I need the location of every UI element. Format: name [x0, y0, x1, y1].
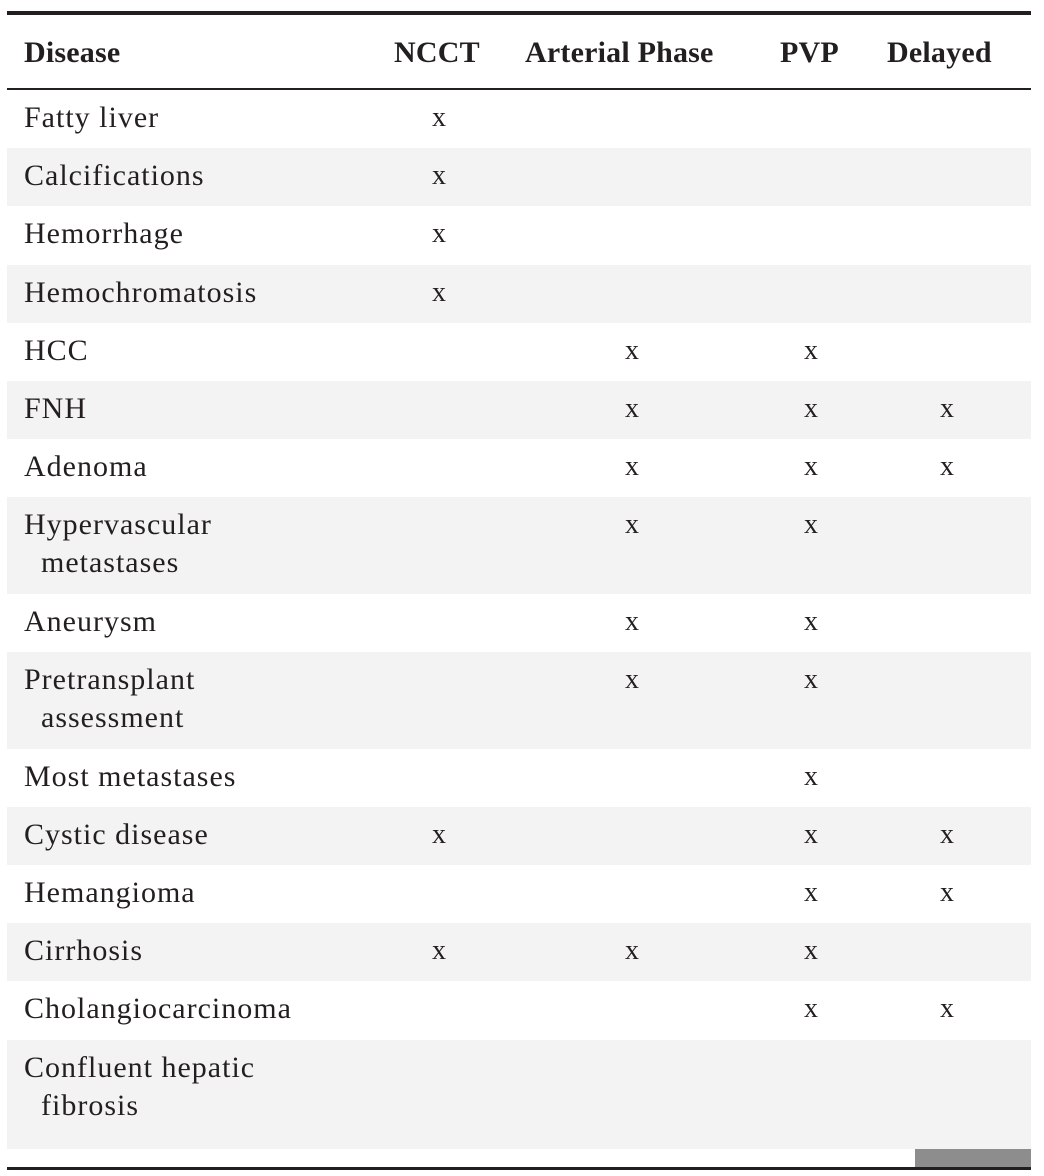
table-row [7, 981, 1031, 1039]
table-row [7, 749, 1031, 807]
disease-name-line: Hemochromatosis [24, 275, 258, 309]
mark-pvp: x [804, 334, 818, 366]
column-header-arterial-phase: Arterial Phase [525, 36, 714, 69]
disease-name-line: Aneurysm [24, 604, 157, 638]
disease-name [24, 603, 157, 641]
mark-pvp: x [804, 993, 818, 1025]
mark-ncct: x [432, 102, 446, 133]
column-header-delayed: Delayed [887, 36, 992, 69]
table-bottom-rule [7, 1167, 1031, 1170]
mark-delayed: x [940, 393, 954, 424]
disease-name [24, 215, 184, 253]
mark-arterial: x [625, 393, 639, 424]
mark-delayed: x [940, 993, 954, 1025]
mark-arterial: x [625, 451, 639, 483]
disease-name [24, 506, 212, 582]
mark-delayed: x [940, 818, 954, 850]
table-row [7, 148, 1031, 206]
disease-name-line: Cirrhosis [24, 934, 144, 968]
table-header-row [7, 15, 1031, 90]
table-row [7, 865, 1031, 923]
mark-pvp: x [804, 664, 818, 696]
disease-name [24, 99, 159, 137]
mark-arterial: x [625, 935, 639, 967]
disease-name-line: Hemorrhage [24, 217, 184, 251]
disease-name [24, 816, 209, 854]
disease-name-line: assessment [41, 701, 185, 735]
mark-arterial: x [625, 664, 639, 696]
table-row [7, 923, 1031, 981]
mark-ncct: x [432, 935, 446, 967]
disease-name-line: metastases [41, 546, 180, 580]
disease-name-line: Pretransplant [24, 663, 196, 697]
table-row [7, 90, 1031, 148]
mark-ncct: x [432, 276, 446, 308]
column-header-ncct: NCCT [394, 36, 480, 69]
mark-ncct: x [432, 218, 446, 250]
disease-name-line: Cholangiocarcinoma [24, 992, 292, 1026]
disease-name [24, 661, 195, 737]
disease-name-line: Fatty liver [24, 101, 160, 134]
disease-name [24, 932, 143, 970]
disease-name-line: HCC [24, 333, 89, 367]
column-header-disease: Disease [24, 36, 121, 69]
disease-name-line: FNH [24, 392, 88, 425]
disease-name-line: Hypervascular [24, 508, 212, 542]
disease-name [24, 874, 196, 912]
table-row [7, 265, 1031, 323]
table-row [7, 594, 1031, 652]
disease-name-line: Most metastases [24, 759, 237, 793]
mark-arterial: x [625, 334, 639, 366]
disease-name [24, 448, 148, 486]
disease-name-line: Cystic disease [24, 817, 209, 851]
mark-pvp: x [804, 760, 818, 792]
mark-delayed: x [940, 877, 954, 908]
disease-name-line: Hemangioma [24, 876, 196, 909]
footer-tab [915, 1149, 1031, 1168]
disease-name [24, 157, 205, 195]
disease-name [24, 758, 236, 796]
table-row [7, 206, 1031, 264]
mark-ncct: x [432, 160, 446, 192]
mark-pvp: x [804, 451, 818, 483]
disease-name-line: Calcifications [24, 159, 205, 193]
mark-pvp: x [804, 393, 818, 424]
disease-name-line: fibrosis [41, 1088, 139, 1122]
table-row [7, 323, 1031, 381]
mark-delayed: x [940, 451, 954, 483]
mark-pvp: x [804, 509, 818, 541]
table-row [7, 807, 1031, 865]
disease-name [24, 1049, 255, 1125]
mark-pvp: x [804, 605, 818, 637]
column-header-pvp: PVP [780, 36, 839, 69]
disease-name-line: Confluent hepatic [24, 1050, 256, 1084]
mark-ncct: x [432, 818, 446, 850]
disease-name [24, 274, 257, 312]
mark-pvp: x [804, 935, 818, 967]
table-row [7, 439, 1031, 497]
disease-name [24, 990, 292, 1028]
mark-pvp: x [804, 877, 818, 908]
table-row [7, 497, 1031, 594]
disease-name [24, 332, 89, 370]
table-row [7, 1040, 1031, 1149]
disease-name-line: Adenoma [24, 450, 148, 484]
disease-name [24, 390, 87, 428]
mark-arterial: x [625, 509, 639, 541]
mark-pvp: x [804, 818, 818, 850]
table-row [7, 652, 1031, 749]
mark-arterial: x [625, 605, 639, 637]
table-row [7, 381, 1031, 439]
